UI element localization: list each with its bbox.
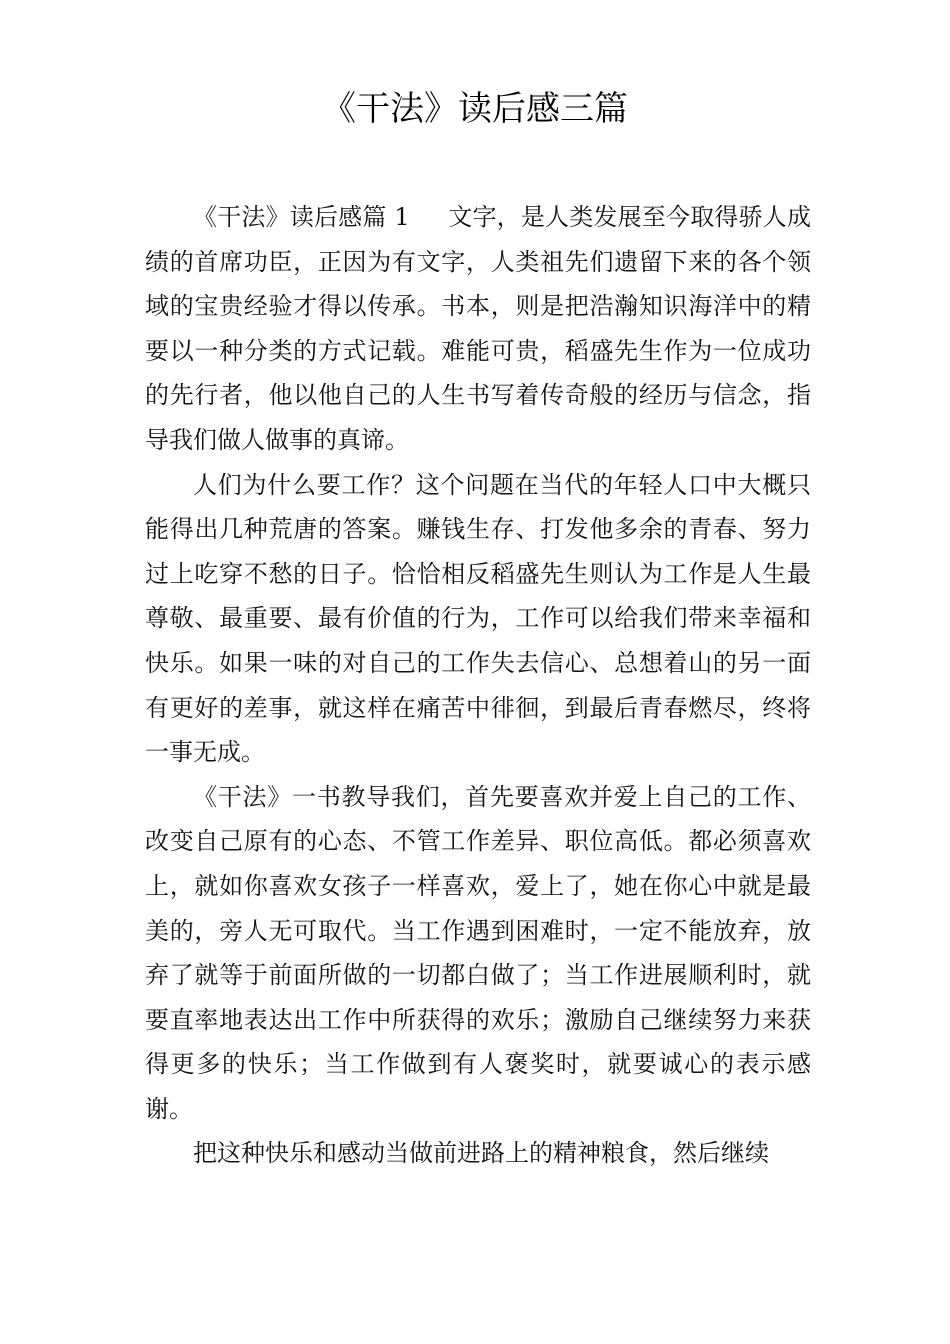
document-title: 《干法》读后感三篇 (322, 89, 628, 129)
document-body (145, 195, 811, 1176)
paragraph-2: 人们为什么要工作？这个问题在当代的年轻人口中大概只能得出几种荒唐的答案。赚钱生存、打发他多余的青春、努力过上吃穿不愁的日子。恰恰相反稻盛先生则认为工作是人生最尊敬、最重要、最有价值的行为，工作可以给我们带来幸福和快乐。如果一味的对自己的工作失去信心、总想着山的另一面有更好的差事，就这样在痛苦中徘徊，到最后青春燃尽，终将一事无成。 (145, 470, 811, 767)
paragraph-3: 《干法》一书教导我们，首先要喜欢并爱上自己的工作、改变自己原有的心态、不管工作差异、职位高低。都必须喜欢上，就如你喜欢女孩子一样喜欢，爱上了，她在你心中就是最美的，旁人无可取代。当工作遇到困难时，一定不能放弃，放弃了就等于前面所做的一切都白做了；当工作进展顺利时，就要直率地表达出工作中所获得的欢乐；激励自己继续努力来获得更多的快乐；当工作做到有人褒奖时，就要诚心的表示感谢。 (145, 782, 811, 1123)
paragraph-1 (145, 195, 811, 463)
paragraph-4: 把这种快乐和感动当做前进路上的精神粮食，然后继续 (193, 1139, 769, 1168)
section-heading: 《干法》读后感篇 1 (193, 203, 410, 231)
paragraph-text: 文字，是人类发展至今取得骄人成绩的首席功臣，正因为有文字，人类祖先们遗留下来的各个领域的宝贵经验才得以传承。书本，则是把浩瀚知识海洋中的精要以一种分类的方式记载。难能可贵，稻盛先生作为一位成功的先行者，他以他自己的人生书写着传奇般的经历与信念，指导我们做人做事的真谛。 (145, 203, 812, 454)
